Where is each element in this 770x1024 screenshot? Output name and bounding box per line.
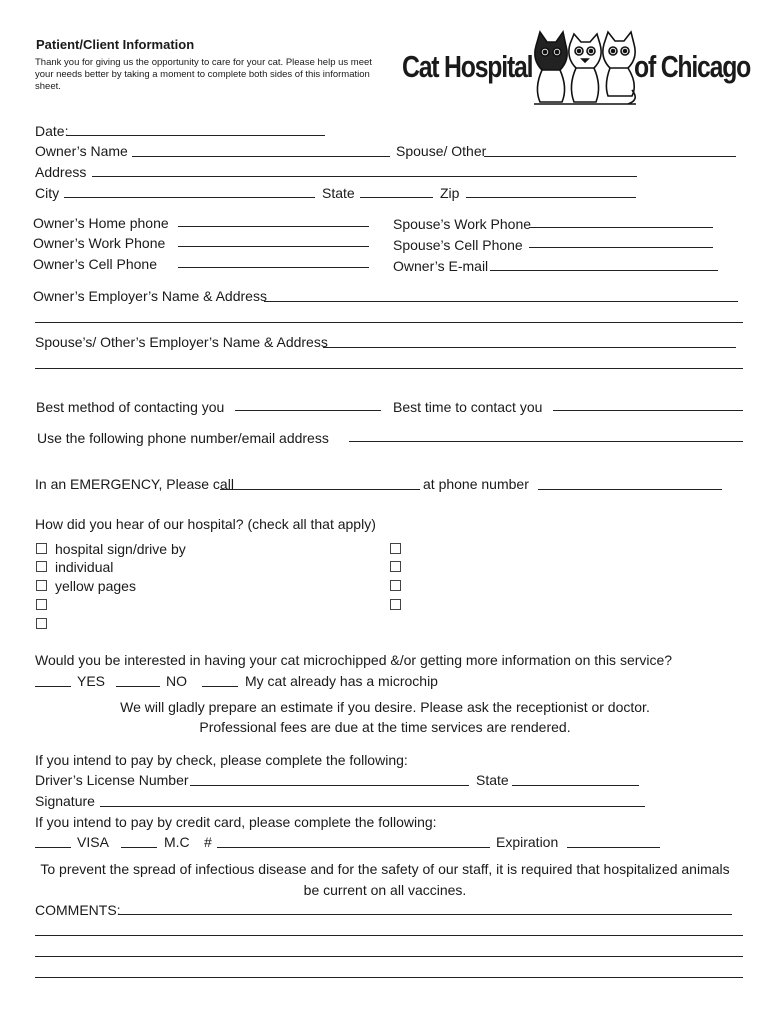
comments-label: COMMENTS:	[35, 902, 121, 918]
logo-text-left: Cat Hospital	[402, 49, 533, 84]
checkbox-blank-1[interactable]	[36, 599, 47, 610]
city-field[interactable]	[64, 197, 315, 198]
microchip-has-field[interactable]	[202, 686, 238, 687]
card-number-label: #	[204, 834, 212, 850]
spouse-employer-field-line2[interactable]	[35, 368, 743, 369]
work-phone-field[interactable]	[178, 246, 369, 247]
checkbox-blank-6[interactable]	[390, 599, 401, 610]
emergency-label: In an EMERGENCY, Please call	[35, 476, 234, 492]
date-field[interactable]	[66, 135, 325, 136]
microchip-yes-label: YES	[77, 673, 106, 689]
comments-line-2[interactable]	[35, 935, 743, 936]
at-phone-label: at phone number	[423, 476, 529, 492]
expiration-field[interactable]	[567, 847, 660, 848]
spouse-work-phone-label: Spouse’s Work Phone	[393, 216, 532, 232]
checkbox-blank-3[interactable]	[390, 543, 401, 554]
employer-field[interactable]	[264, 301, 738, 302]
work-phone-label: Owner’s Work Phone	[33, 235, 166, 251]
owner-name-label: Owner’s Name	[35, 143, 128, 159]
best-method-label: Best method of contacting you	[36, 399, 225, 415]
microchip-no-label: NO	[166, 673, 187, 689]
spouse-employer-field[interactable]	[323, 347, 736, 348]
city-label: City	[35, 185, 60, 201]
microchip-yes-field[interactable]	[35, 686, 71, 687]
best-method-field[interactable]	[235, 410, 381, 411]
microchip-has-label: My cat already has a microchip	[245, 673, 438, 689]
employer-label: Owner’s Employer’s Name & Address	[33, 288, 267, 304]
signature-field[interactable]	[100, 806, 645, 807]
cell-phone-label: Owner’s Cell Phone	[33, 256, 157, 272]
spouse-cell-phone-label: Spouse’s Cell Phone	[393, 237, 523, 253]
checkbox-yellow-pages[interactable]	[36, 580, 47, 591]
estimate-note: We will gladly prepare an estimate if you desire. Please ask the receptionist or doctor.	[120, 699, 650, 715]
check-intro: If you intend to pay by check, please complete the following:	[35, 752, 408, 768]
option-sign-label: hospital sign/drive by	[55, 541, 186, 557]
home-phone-label: Owner’s Home phone	[33, 215, 169, 231]
home-phone-field[interactable]	[178, 226, 369, 227]
license-field[interactable]	[190, 785, 469, 786]
checkbox-blank-4[interactable]	[390, 561, 401, 572]
checkbox-individual[interactable]	[36, 561, 47, 572]
microchip-question: Would you be interested in having your cat microchipped &/or getting more information on this service?	[35, 652, 673, 668]
credit-intro: If you intend to pay by credit card, please complete the following:	[35, 814, 437, 830]
checkbox-blank-5[interactable]	[390, 580, 401, 591]
page-title: Patient/Client Information	[36, 37, 195, 52]
date-label: Date:	[35, 123, 69, 139]
option-individual-label: individual	[55, 559, 114, 575]
spouse-work-phone-field[interactable]	[529, 227, 713, 228]
best-time-field[interactable]	[553, 410, 743, 411]
fees-note: Professional fees are due at the time services are rendered.	[199, 719, 571, 735]
emergency-phone-field[interactable]	[538, 489, 722, 490]
checkbox-sign[interactable]	[36, 543, 47, 554]
logo-text-right: of Chicago	[634, 49, 751, 84]
mc-label: M.C	[164, 834, 190, 850]
option-yellow-pages-label: yellow pages	[55, 578, 136, 594]
email-field[interactable]	[490, 270, 718, 271]
comments-field[interactable]	[119, 914, 732, 915]
spouse-field[interactable]	[484, 156, 736, 157]
address-label: Address	[35, 164, 87, 180]
zip-label: Zip	[440, 185, 460, 201]
referral-question: How did you hear of our hospital? (check all that apply)	[35, 516, 376, 532]
comments-line-4[interactable]	[35, 977, 743, 978]
best-time-label: Best time to contact you	[393, 399, 543, 415]
email-label: Owner’s E-mail	[393, 258, 489, 274]
checkbox-blank-2[interactable]	[36, 618, 47, 629]
spouse-cell-phone-field[interactable]	[529, 247, 713, 248]
cell-phone-field[interactable]	[178, 267, 369, 268]
visa-field[interactable]	[35, 847, 71, 848]
emergency-contact-field[interactable]	[220, 489, 420, 490]
license-state-label: State	[476, 772, 509, 788]
spouse-label: Spouse/ Other	[396, 143, 487, 159]
employer-field-line2[interactable]	[35, 322, 743, 323]
zip-field[interactable]	[466, 197, 636, 198]
license-label: Driver’s License Number	[35, 772, 189, 788]
address-field[interactable]	[92, 176, 637, 177]
owner-name-field[interactable]	[132, 156, 390, 157]
mc-field[interactable]	[121, 847, 157, 848]
intro-text: Thank you for giving us the opportunity to care for your cat. Please help us meet your needs better by taking a moment to complete both sides of this information sheet.	[35, 57, 372, 92]
expiration-label: Expiration	[496, 834, 559, 850]
vaccine-note-line2: be current on all vaccines.	[303, 882, 467, 898]
cats-illustration-icon	[528, 30, 640, 106]
license-state-field[interactable]	[512, 785, 639, 786]
vaccine-note-line1: To prevent the spread of infectious disease and for the safety of our staff, it is required that hospitalized animals	[40, 861, 730, 877]
comments-line-3[interactable]	[35, 956, 743, 957]
spouse-employer-label: Spouse’s/ Other’s Employer’s Name & Address	[35, 334, 328, 350]
use-phone-label: Use the following phone number/email address	[37, 430, 329, 446]
state-label: State	[322, 185, 355, 201]
microchip-no-field[interactable]	[116, 686, 160, 687]
signature-label: Signature	[35, 793, 95, 809]
card-number-field[interactable]	[217, 847, 490, 848]
state-field[interactable]	[360, 197, 433, 198]
visa-label: VISA	[77, 834, 109, 850]
use-phone-field[interactable]	[349, 441, 743, 442]
